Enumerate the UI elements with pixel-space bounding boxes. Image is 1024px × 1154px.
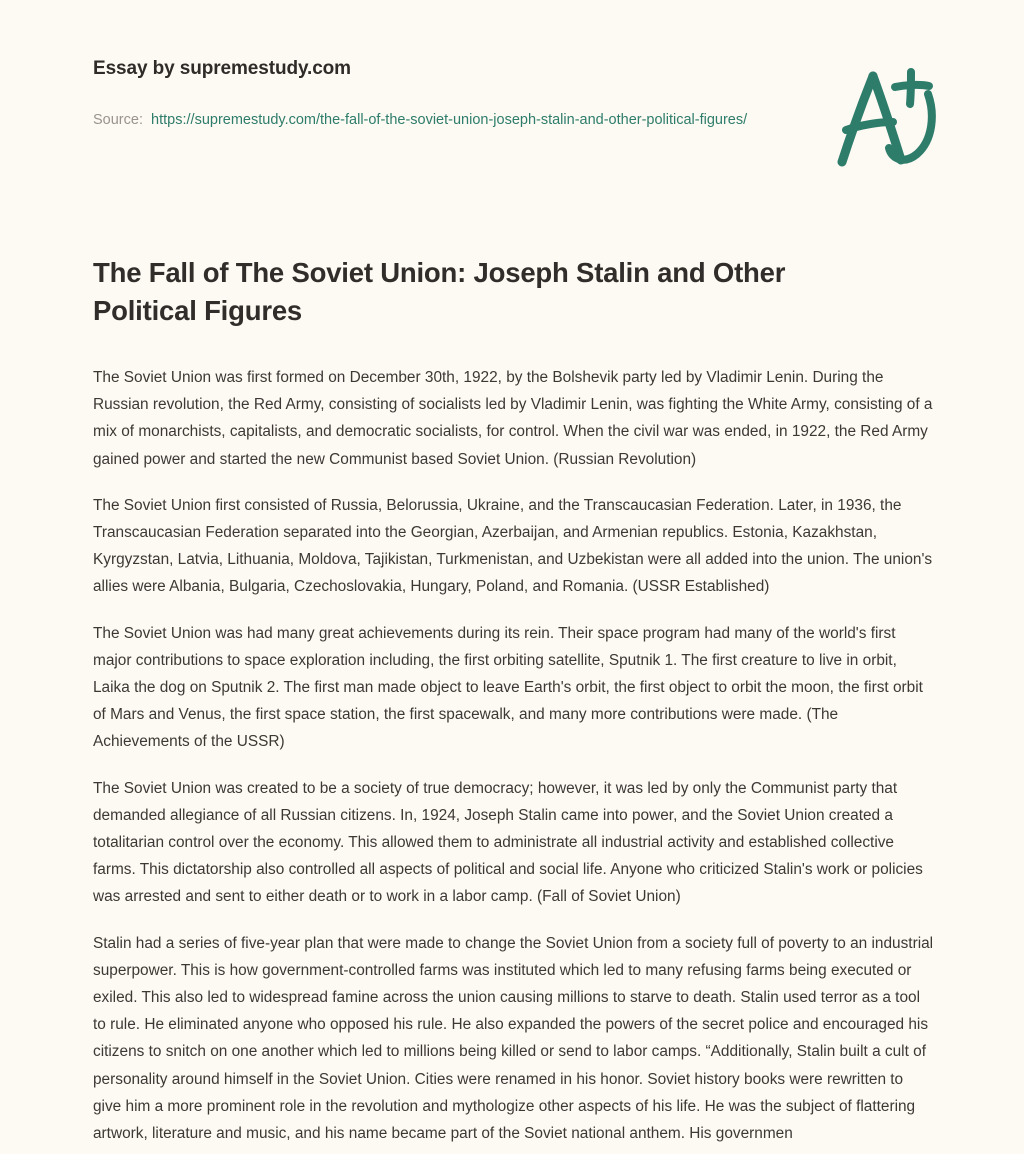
paragraph: The Soviet Union was first formed on December 30th, 1922, by the Bolshevik party led by Vladimir Lenin. During the Russian revolution, the Red Army, consisting of socialists led by Vladimir Lenin, was fighting the White Army, consisting of a mix of monarchists, capitalists, and democratic socialists, for control. When the civil war was ended, in 1922, the Red Army gained power and started the new Communist based Soviet Union. (Russian Revolution) <box>93 369 933 468</box>
source-url-link[interactable]: https://supremestudy.com/the-fall-of-the-soviet-union-joseph-stalin-and-other-political-figures/ <box>151 112 748 128</box>
byline: Essay by supremestudy.com <box>93 58 351 79</box>
page-title: The Fall of The Soviet Union: Joseph Stalin and Other Political Figures <box>93 257 786 326</box>
source-label: Source: <box>93 112 143 128</box>
document-header <box>0 0 1024 176</box>
paragraph: The Soviet Union first consisted of Russia, Belorussia, Ukraine, and the Transcaucasian Federation. Later, in 1936, the Transcaucasian Federation separated into the Georgian, Azerbaijan, and Armenian republics. Estonia, Kazakhstan, Kyrgyzstan, Latvia, Lithuania, Moldova, Tajikistan, Turkmenistan, and Uzbekistan were all added into the union. The union's allies were Albania, Bulgaria, Czechoslovakia, Hungary, Poland, and Romania. (USSR Established) <box>93 496 933 596</box>
article-body <box>93 364 935 1147</box>
a-plus-logo-icon <box>829 62 949 174</box>
source-line <box>93 108 773 133</box>
paragraph: The Soviet Union was had many great achievements during its rein. Their space program had many of the world's first major contributions to space exploration including, the first orbiting satellite, Sputnik 1. The first creature to live in orbit, Laika the dog on Sputnik 2. The first man made object to leave Earth's orbit, the first object to orbit the moon, the first orbit of Mars and Venus, the first space station, the first spacewalk, and many more contributions were made. (The Achievements of the USSR) <box>93 624 923 751</box>
article <box>0 176 1024 1147</box>
paragraph: The Soviet Union was created to be a society of true democracy; however, it was led by only the Communist party that demanded allegiance of all Russian citizens. In, 1924, Joseph Stalin came into power, and the Soviet Union created a totalitarian control over the economy. This allowed them to administrate all industrial activity and established collective farms. This dictatorship also controlled all aspects of political and social life. Anyone who criticized Stalin's work or policies was arrested and sent to either death or to work in a labor camp. (Fall of Soviet Union) <box>93 779 923 906</box>
paragraph: Stalin had a series of five-year plan that were made to change the Soviet Union from a society full of poverty to an industrial superpower. This is how government-controlled farms was instituted which led to many refusing farms being executed or exiled. This also led to widespread famine across the union causing millions to starve to death. Stalin used terror as a tool to rule. He eliminated anyone who opposed his rule. He also expanded the powers of the secret police and encouraged his citizens to snitch on one another which led to millions being killed or send to labor camps. “Additionally, Stalin built a cult of personality around himself in the Soviet Union. Cities were renamed in his honor. Soviet history books were rewritten to give him a more prominent role in the revolution and mythologize other aspects of his life. He was the subject of flattering artwork, literature and music, and his name became part of the Soviet national anthem. His governmen <box>93 934 934 1143</box>
